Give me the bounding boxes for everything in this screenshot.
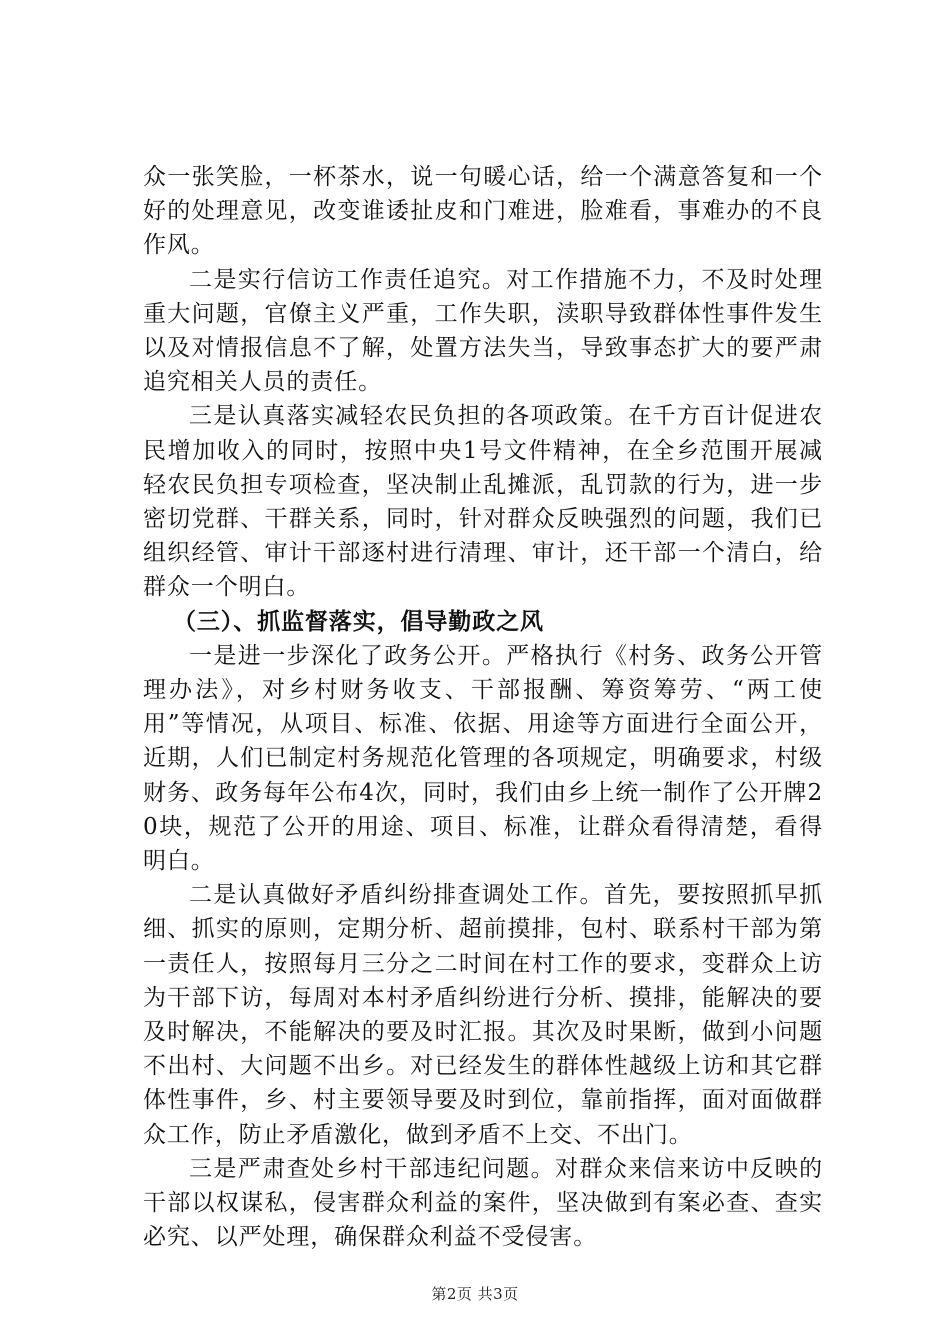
section-heading: （三）、抓监督落实，倡导勤政之风 bbox=[173, 607, 544, 635]
paragraph-discipline: 三是严肃查处乡村干部违纪问题。对群众来信来访中反映的干部以权谋私，侵害群众利益的案件，坚决做到有案必查、查实必究、以严处理，确保群众利益不受侵害。 bbox=[143, 1155, 823, 1251]
paragraph-dispute-resolution: 二是认真做好矛盾纠纷排查调处工作。首先，要按照抓早抓细、抓实的原则，定期分析、超前摸排，包村、联系村干部为第一责任人，按照每月三分之二时间在村工作的要求，变群众上访为干部下访，每周对本村矛盾纠纷进行分析、摸排，能解决的要及时解决，不能解决的要及时汇报。其次及时果断，做到小问题不出村、大问题不出乡。对已经发生的群体性越级上访和其它群体性事件，乡、村主要领导要及时到位，靠前指挥，面对面做群众工作，防止矛盾激化，做到矛盾不上交、不出门。 bbox=[143, 882, 823, 1148]
paragraph-farmer-burden: 三是认真落实减轻农民负担的各项政策。在千方百计促进农民增加收入的同时，按照中央1号文件精神，在全乡范围开展减轻农民负担专项检查，坚决制止乱摊派，乱罚款的行为，进一步密切党群、干群关系，同时，针对群众反映强烈的问题，我们已组织经管、审计干部逐村进行清理、审计，还干部一个清白，给群众一个明白。 bbox=[143, 403, 823, 601]
paragraph-accountability: 二是实行信访工作责任追究。对工作措施不力，不及时处理重大问题，官僚主义严重，工作失职，渎职导致群体性事件发生以及对情报信息不了解，处置方法失当，导致事态扩大的要严肃追究相关人员的责任。 bbox=[143, 266, 823, 396]
paragraph-continued: 众一张笑脸，一杯茶水，说一句暖心话，给一个满意答复和一个好的处理意见，改变谁诿扯皮和门难进，脸难看，事难办的不良作风。 bbox=[143, 164, 823, 259]
page-number-footer: 第2页 共3页 bbox=[431, 1285, 519, 1303]
document-body bbox=[143, 160, 823, 1255]
paragraph-government-affairs: 一是进一步深化了政务公开。严格执行《村务、政务公开管理办法》，对乡村财务收支、干部报酬、筹资筹劳、“两工使用”等情况，从项目、标准、依据、用途等方面进行全面公开，近期，人们已制定村务规范化管理的各项规定，明确要求，村级财务、政务每年公布4次，同时，我们由乡上统一制作了公开牌20块，规范了公开的用途、项目、标准，让群众看得清楚，看得明白。 bbox=[143, 642, 823, 875]
